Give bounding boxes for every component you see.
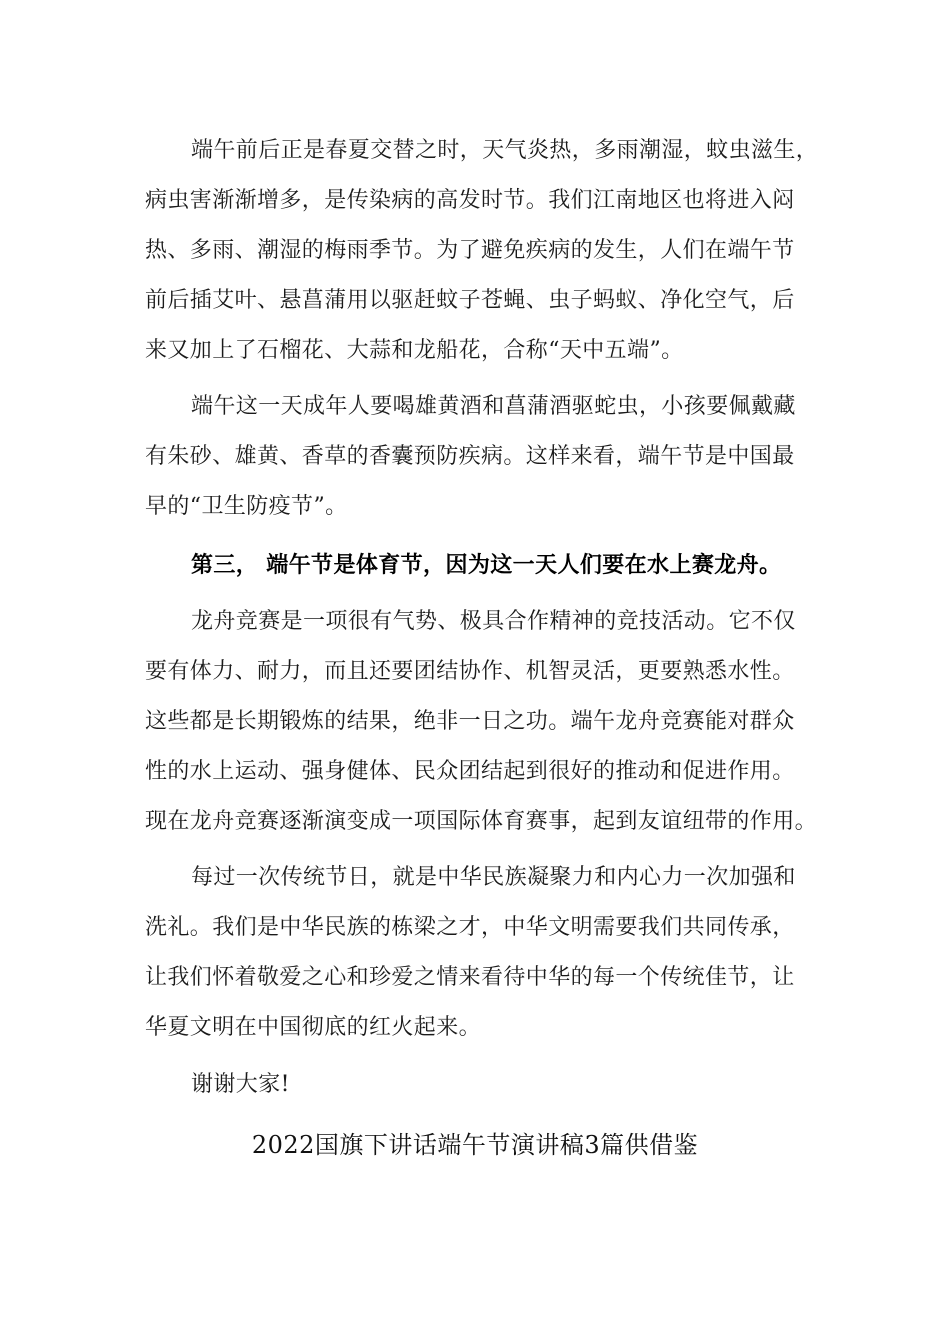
paragraph-5-line-2: 洗礼。我们是中华民族的栋梁之才，中华文明需要我们共同传承， <box>145 915 795 940</box>
paragraph-5-line-3: 让我们怀着敬爱之心和珍爱之情来看待中华的每一个传统佳节，让 <box>145 965 795 990</box>
paragraph-1-line-2: 病虫害渐渐增多，是传染病的高发时节。我们江南地区也将进入闷 <box>145 188 795 213</box>
paragraph-4-line-3: 这些都是长期锻炼的结果，绝非一日之功。端午龙舟竞赛能对群众 <box>145 709 795 734</box>
paragraph-5-line-4: 华夏文明在中国彻底的红火起来。 <box>145 1015 482 1040</box>
paragraph-1-line-3: 热、多雨、潮湿的梅雨季节。为了避免疾病的发生，人们在端午节 <box>145 238 795 263</box>
closing-thanks: 谢谢大家! <box>191 1072 290 1097</box>
paragraph-1-line-5: 来又加上了石榴花、大蒜和龙船花，合称“天中五端”。 <box>145 338 684 363</box>
paragraph-4-line-5: 现在龙舟竞赛逐渐演变成一项国际体育赛事，起到友谊纽带的作用。 <box>145 809 818 834</box>
paragraph-2-line-2: 有朱砂、雄黄、香草的香囊预防疾病。这样来看，端午节是中国最 <box>145 444 795 469</box>
paragraph-5-line-1: 每过一次传统节日，就是中华民族凝聚力和内心力一次加强和 <box>191 865 796 890</box>
paragraph-1-line-4: 前后插艾叶、悬菖蒲用以驱赶蚊子苍蝇、虫子蚂蚁、净化空气，后 <box>145 288 795 313</box>
next-article-heading: 2022国旗下讲话端午节演讲稿3篇供借鉴 <box>251 1131 699 1159</box>
paragraph-4-line-4: 性的水上运动、强身健体、民众团结起到很好的推动和促进作用。 <box>145 759 795 784</box>
section-heading-third: 第三， 端午节是体育节，因为这一天人们要在水上赛龙舟。 <box>191 552 782 578</box>
paragraph-2-line-1: 端午这一天成年人要喝雄黄酒和菖蒲酒驱蛇虫，小孩要佩戴藏 <box>191 394 796 419</box>
paragraph-4-line-1: 龙舟竞赛是一项很有气势、极具合作精神的竞技活动。它不仅 <box>191 609 796 634</box>
paragraph-1-line-1: 端午前后正是春夏交替之时，天气炎热，多雨潮湿，蚊虫滋生， <box>191 138 819 163</box>
paragraph-4-line-2: 要有体力、耐力，而且还要团结协作、机智灵活，更要熟悉水性。 <box>145 659 795 684</box>
paragraph-2-line-3: 早的“卫生防疫节”。 <box>145 494 348 519</box>
